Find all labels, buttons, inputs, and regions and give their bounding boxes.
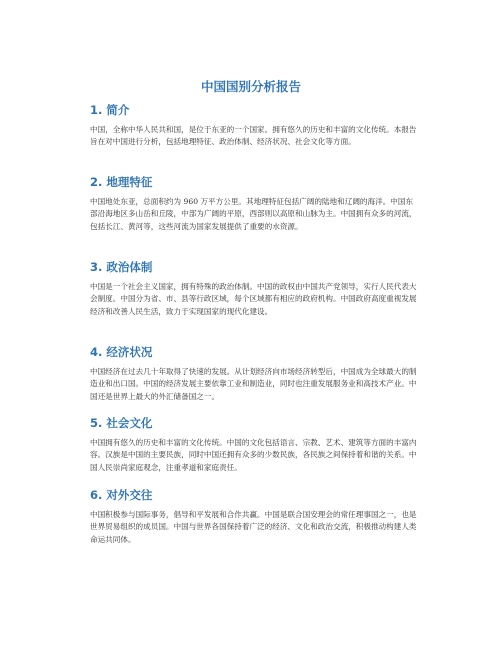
section-heading: 6. 对外交往 — [90, 488, 153, 502]
document-title: 中国国别分析报告 — [200, 79, 301, 94]
section-paragraph: 中国拥有悠久的历史和丰富的文化传统。中国的文化包括语言、宗教、艺术、建筑等方面的丰富内容。汉族是中国的主要民族，同时中国还拥有众多的少数民族，各民族之间保持着和谐的关系。中国人民崇尚家庭观念，注重孝道和家庭责任。 — [90, 438, 417, 472]
section-political-system — [90, 260, 420, 318]
section-paragraph: 中国，全称中华人民共和国，是位于东亚的一个国家。拥有悠久的历史和丰富的文化传统。本报告旨在对中国进行分析，包括地理特征、政治体制、经济状况、社会文化等方面。 — [90, 125, 417, 147]
section-society-culture — [90, 416, 420, 474]
section-paragraph: 中国是一个社会主义国家，拥有特殊的政治体制。中国的政权由中国共产党领导，实行人民代表大会制度。中国分为省、市、县等行政区域，每个区域都有相应的政府机构。中国政府高度重视发展经济和改善人民生活，致力于实现国家的现代化建设。 — [90, 282, 417, 316]
section-paragraph: 中国经济在过去几十年取得了快速的发展。从计划经济向市场经济转型后，中国成为全球最大的制造业和出口国。中国的经济发展主要依靠工业和制造业，同时也注重发展服务业和高技术产业。中国还是世界上最大的外汇储备国之一。 — [90, 367, 417, 401]
section-heading: 1. 简介 — [90, 103, 130, 117]
section-economy — [90, 345, 420, 403]
section-heading: 5. 社会文化 — [90, 416, 153, 430]
section-geography — [90, 175, 420, 233]
section-paragraph: 中国积极参与国际事务，倡导和平发展和合作共赢。中国是联合国安理会的常任理事国之一，也是世界贸易组织的成员国。中国与世界各国保持着广泛的经济、文化和政治交流，积极推动构建人类命运共同体。 — [90, 510, 417, 544]
section-heading: 2. 地理特征 — [90, 175, 153, 189]
section-heading: 4. 经济状况 — [90, 345, 153, 359]
section-introduction — [90, 103, 420, 149]
section-paragraph: 中国地处东亚，总面积约为 960 万平方公里。其地理特征包括广阔的陆地和辽阔的海洋。中国东部沿海地区多山岳和丘陵，中部为广阔的平原，西部则以高原和山脉为主。中国拥有众多的河流，包括长江、黄河等，这些河流为国家发展提供了重要的水资源。 — [90, 197, 417, 231]
section-foreign-relations — [90, 488, 420, 546]
section-heading: 3. 政治体制 — [90, 260, 153, 274]
